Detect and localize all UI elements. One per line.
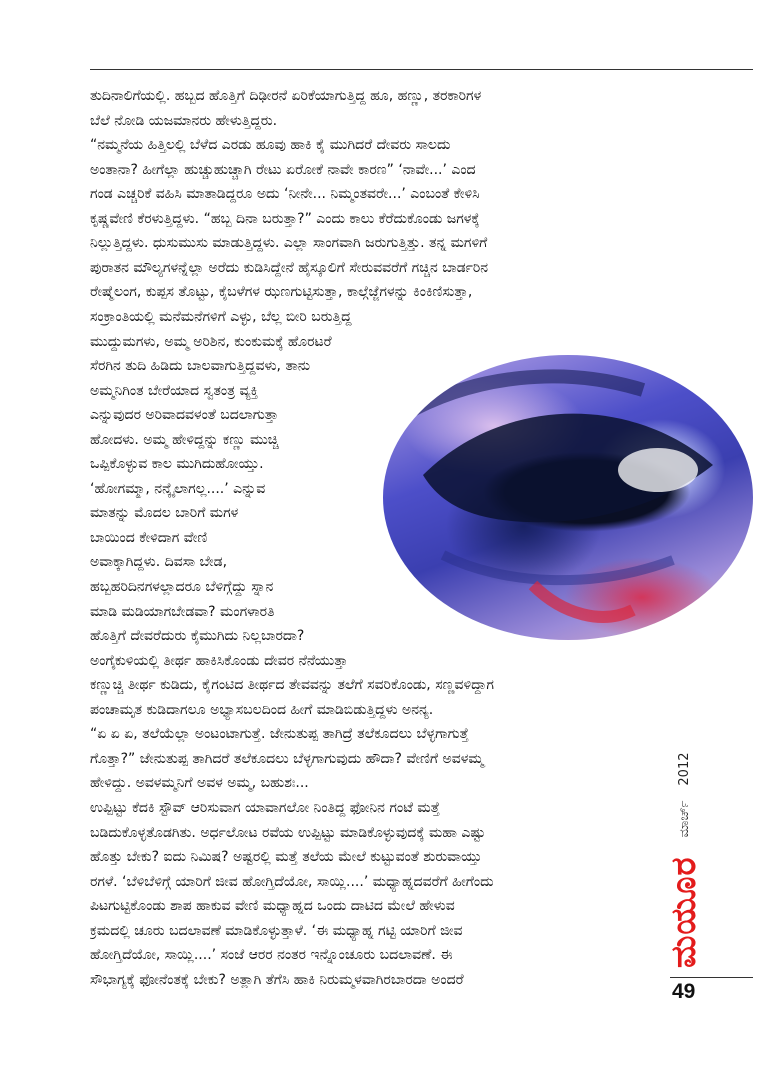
article-line: ಎನ್ನುವುದರ ಅರಿವಾದವಳಂತೆ ಬದಲಾಗುತ್ತಾ — [90, 407, 279, 424]
article-line: ಸೌಭಾಗ್ಯಕ್ಕೆ ಫೋನೆಂತಕ್ಕೆ ಬೇಕು? ಅತ್ಲಾಗಿ ತೆಗೆಸಿ ಹಾಕಿ ನಿರುಮ್ಮಳವಾಗಿರಬಾರದಾ ಅಂದರೆ — [90, 971, 464, 988]
eye-illustration — [383, 355, 753, 640]
article-line: “ನಮ್ಮನೆಯ ಹಿತ್ತಿಲಲ್ಲಿ ಬೆಳೆದ ಎರಡು ಹೂವು ಹಾಕಿ ಕೈ ಮುಗಿದರೆ ದೇವರು ಸಾಲದು — [90, 137, 451, 154]
article-line: ಬೆಲೆ ನೋಡಿ ಯಜಮಾನರು ಹೇಳುತ್ತಿದ್ದರು. — [90, 112, 278, 129]
article-line: ಪಿಟಗುಟ್ಟಿಕೊಂಡು ಶಾಪ ಹಾಕುವ ವೇಣಿ ಮಧ್ಯಾಹ್ನದ ಒಂದು ದಾಟಿದ ಮೇಲೆ ಹೇಳುವ — [90, 898, 455, 915]
top-rule — [90, 69, 753, 70]
article-line: ಸಂಕ್ರಾಂತಿಯಲ್ಲಿ ಮನೆಮನೆಗಳಿಗೆ ಎಳ್ಳು, ಬೆಲ್ಲ ಬೀರಿ ಬರುತ್ತಿದ್ದ — [90, 308, 352, 325]
article-line: ಹೋದಳು. ಅಮ್ಮ ಹೇಳಿದ್ದನ್ನು ಕಣ್ಣು ಮುಚ್ಚಿ — [90, 431, 279, 448]
article-line: ಗೊತ್ತಾ?” ಜೇನುತುಪ್ಪ ತಾಗಿದರೆ ತಲೆಕೂದಲು ಬೆಳ್ಳಗಾಗುವುದು ಹೌದಾ? ವೇಣಿಗೆ ಅವಳಮ್ಮ — [90, 750, 484, 767]
article-line: ಉಪ್ಪಿಟ್ಟು ಕೆದಕಿ ಸ್ಟೌವ್ ಆರಿಸುವಾಗ ಯಾವಾಗಲೋ ನಿಂತಿದ್ದ ಫೋನಿನ ಗಂಟೆ ಮತ್ತೆ — [90, 799, 440, 816]
article-line: ಒಪ್ಪಿಕೊಳ್ಳುವ ಕಾಲ ಮುಗಿದುಹೋಯ್ತು. — [90, 456, 264, 473]
page-number-rule — [670, 977, 753, 978]
article-line: ತುದಿನಾಲಿಗೆಯಲ್ಲಿ. ಹಬ್ಬದ ಹೊತ್ತಿಗೆ ದಿಢೀರನೆ ಏರಿಕೆಯಾಗುತ್ತಿದ್ದ ಹೂ, ಹಣ್ಣು, ತರಕಾರಿಗಳ — [90, 88, 482, 104]
article-line: ಹೊತ್ತಿಗೆ ದೇವರೆದುರು ಕೈಮುಗಿದು ನಿಲ್ಲಬಾರದಾ? — [90, 628, 305, 645]
article-line: ಬಡಿದುಕೊಳ್ಳತೊಡಗಿತು. ಅರ್ಧಲೋಟ ರವೆಯ ಉಪ್ಪಿಟ್ಟು ಮಾಡಿಕೊಳ್ಳುವುದಕ್ಕೆ ಮಹಾ ಎಷ್ಟು — [90, 824, 486, 841]
article-line: ನಿಲ್ಲುತ್ತಿದ್ದಳು. ಧುಸುಮುಸು ಮಾಡುತ್ತಿದ್ದಳು. ಎಲ್ಲಾ ಸಾಂಗವಾಗಿ ಜರುಗುತ್ತಿತ್ತು. ತನ್ನ ಮಗಳಿಗೆ — [90, 235, 488, 252]
article-line: ಮಾತನ್ನು ಮೊದಲ ಬಾರಿಗೆ ಮಗಳ — [90, 505, 239, 522]
article-line: ಹೇಳಿದ್ದು. ಅವಳಮ್ಮನಿಗೆ ಅವಳ ಅಮ್ಮ, ಬಹುಶಃ... — [90, 775, 309, 792]
article-line: ಹಬ್ಬಹರಿದಿನಗಳಲ್ಲಾದರೂ ಬೆಳಿಗ್ಗೆದ್ದು ಸ್ನಾನ — [90, 579, 274, 595]
article-line: ಮಾಡಿ ಮಡಿಯಾಗಬೇಡವಾ? ಮಂಗಳಾರತಿ — [90, 603, 275, 620]
magazine-sidebar — [664, 753, 710, 969]
article-line: ಪುರಾತನ ಮೌಲ್ಯಗಳನ್ನೆಲ್ಲಾ ಅರೆದು ಕುಡಿಸಿದ್ದೇನೆ ಹೈಸ್ಕೂಲಿಗೆ ಸೇರುವವರೆಗೆ ಗಚ್ಚಿನ ಬಾರ್ಡರಿನ — [90, 259, 489, 276]
article-line: ಅಂಗೈಕುಳಿಯಲ್ಲಿ ತೀರ್ಥ ಹಾಕಿಸಿಕೊಂಡು ದೇವರ ನೆನೆಯುತ್ತಾ — [90, 652, 348, 669]
article-line: ಪಂಚಾಮೃತ ಕುಡಿದಾಗಲೂ ಅಭ್ಯಾಸಬಲದಿಂದ ಹೀಗೆ ಮಾಡಿಬಿಡುತ್ತಿದ್ದಳು ಅನನ್ಯ. — [90, 701, 434, 718]
article-line: ಕ್ರಮದಲ್ಲಿ ಚೂರು ಬದಲಾವಣೆ ಮಾಡಿಕೊಳ್ಳುತ್ತಾಳೆ. ‘ಈ ಮಧ್ಯಾಹ್ನ ಗಟ್ಟಿ ಯಾರಿಗೆ ಜೀವ — [90, 922, 463, 939]
article-line: ಮುದ್ದುಮಗಳು, ಅಮ್ಮ ಅರಿಶಿನ, ಕುಂಕುಮಕ್ಕೆ ಹೊರಟರೆ — [90, 333, 332, 350]
article-line: ಬಾಯಿಂದ ಕೇಳಿದಾಗ ವೇಣಿ — [90, 529, 208, 546]
article-line: ಅಂತಾನಾ? ಹೀಗೆಲ್ಲಾ ಹುಚ್ಚುಹುಚ್ಚಾಗಿ ರೇಟು ಏರೋಕೆ ನಾವೇ ಕಾರಣ” ‘ನಾವೇ...’ ಎಂದ — [90, 161, 476, 178]
article-line: ಅವಾಕ್ಕಾಗಿದ್ದಳು. ದಿವಸಾ ಬೇಡ, — [90, 554, 228, 571]
article-line: ಅಮ್ಮನಿಗಿಂತ ಬೇರೆಯಾದ ಸ್ವತಂತ್ರ ವ್ಯಕ್ತಿ — [90, 382, 259, 399]
article-line: “ಏ ಏ ಏ, ತಲೆಯೆಲ್ಲಾ ಅಂಟಂಟಾಗುತ್ತೆ. ಜೇನುತುಪ್ಪ ತಾಗಿದ್ರೆ ತಲೆಕೂದಲು ಬೆಳ್ಳಗಾಗುತ್ತೆ — [90, 726, 469, 743]
magazine-masthead: ಮಯೂರ — [664, 856, 704, 968]
issue-month: ಮಾರ್ಚ್ — [676, 800, 692, 838]
article-line: ಕೃಷ್ಣವೇಣಿ ಕೆರಳುತ್ತಿದ್ದಳು. “ಹಬ್ಬ ದಿನಾ ಬರುತ್ತಾ?” ಎಂದು ಕಾಲು ಕೆರೆದುಕೊಂಡು ಜಗಳಕ್ಕೆ — [90, 210, 480, 227]
article-line: ರಗಳೆ. ‘ಬೆಳಿಬೆಳಿಗ್ಗೆ ಯಾರಿಗೆ ಜೀವ ಹೋಗ್ತಿದೆಯೋ, ಸಾಯ್ಲಿ....’ ಮಧ್ಯಾಹ್ನದವರೆಗೆ ಹೀಗೆಂದು — [90, 873, 494, 890]
article-line: ಹೋಗ್ತಿದೆಯೋ, ಸಾಯ್ಲಿ....’ ಸಂಜೆ ಆರರ ನಂತರ ಇನ್ನೊಂಚೂರು ಬದಲಾವಣೆ. ಈ — [90, 947, 453, 964]
issue-year: 2012 — [676, 752, 692, 786]
article-line: ರೇಷ್ಮೆಲಂಗ, ಕುಪ್ಪಸ ತೊಟ್ಟು, ಕೈಬಳೆಗಳ ಝಣಗುಟ್ಟಿಸುತ್ತಾ, ಕಾಲ್ಗೆಜ್ಜೆಗಳನ್ನು ಕಿಂಕಿಣಿಸುತ್ತಾ, — [90, 284, 473, 301]
article-line: ಕಣ್ಣುಚ್ಚಿ ತೀರ್ಥ ಕುಡಿದು, ಕೈಗಂಟಿದ ತೀರ್ಥದ ತೇವವನ್ನು ತಲೆಗೆ ಸವರಿಕೊಂಡು, ಸಣ್ಣವಳಿದ್ದಾಗ — [90, 677, 494, 694]
article-line: ಗಂಡ ಎಚ್ಚರಿಕೆ ವಹಿಸಿ ಮಾತಾಡಿದ್ದರೂ ಅದು ‘ನೀನೇ... ನಿಮ್ಮಂತವರೇ...’ ಎಂಬಂತೆ ಕೇಳಿಸಿ — [90, 186, 480, 203]
article-line: ಸೆರಗಿನ ತುದಿ ಹಿಡಿದು ಬಾಲವಾಗುತ್ತಿದ್ದವಳು, ತಾನು — [90, 358, 311, 375]
eye-artwork — [383, 355, 753, 640]
article-line: ‘ಹೋಗಮ್ಮಾ, ನನ್ಕೈಲಾಗಲ್ಲ....’ ಎನ್ನುವ — [90, 480, 266, 497]
article-line: ಹೊತ್ತು ಬೇಕು? ಐದು ನಿಮಿಷ? ಅಷ್ಟರಲ್ಲಿ ಮತ್ತೆ ತಲೆಯ ಮೇಲೆ ಕುಟ್ಟುವಂತೆ ಶುರುವಾಯ್ತು — [90, 849, 482, 866]
page-number: 49 — [672, 980, 696, 1003]
